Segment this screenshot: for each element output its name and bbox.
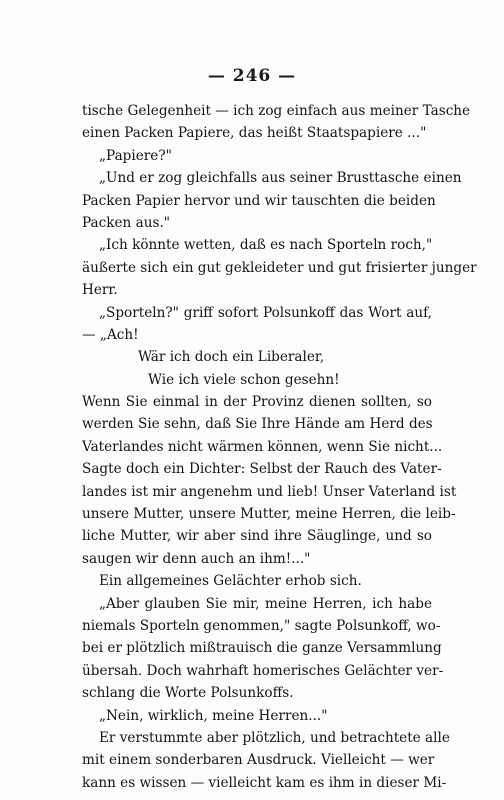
text-line: Er verstummte aber plötzlich, und betrachtete alle — [99, 729, 450, 746]
text-line: schlang die Worte Polsunkoffs. — [82, 685, 294, 702]
verse-line: Wie ich viele schon gesehn! — [148, 371, 340, 388]
text-line: — „Ach! — [82, 326, 139, 343]
text-line: „Papiere?" — [99, 147, 172, 164]
text-line: Packen Papier hervor und wir tauschten die beiden — [82, 192, 436, 209]
body-text — [82, 100, 477, 794]
text-line: „Ich könnte wetten, daß es nach Sporteln roch," — [99, 237, 433, 254]
text-line: übersah. Doch wahrhaft homerisches Gelächter ver- — [82, 662, 444, 679]
page-number: — 246 — — [207, 66, 297, 86]
text-line: saugen wir denn auch an ihm!..." — [82, 550, 311, 567]
text-line: äußerte sich ein gut gekleideter und gut frisierter junger — [82, 259, 477, 276]
text-line: „Sporteln?" griff sofort Polsunkoff das Wort auf, — [99, 304, 432, 321]
text-line: „Aber glauben Sie mir, meine Herren, ich habe — [99, 595, 432, 612]
text-line: Packen aus." — [82, 214, 171, 231]
text-line: mit einem sonderbaren Ausdruck. Vielleicht — wer — [82, 752, 435, 769]
text-line: niemals Sporteln genommen," sagte Polsunkoff, wo- — [82, 617, 441, 634]
text-line: liche Mutter, wir aber sind ihre Säuglinge, und so — [82, 528, 432, 545]
text-line: „Und er zog gleichfalls aus seiner Brusttasche einen — [99, 170, 462, 187]
text-line: tische Gelegenheit — ich zog einfach aus meiner Tasche — [82, 103, 471, 119]
text-line: kann es wissen — vielleicht kam es ihm in dieser Mi- — [82, 774, 447, 791]
text-line: Ein allgemeines Gelächter erhob sich. — [99, 573, 362, 590]
text-line: Herr. — [82, 282, 118, 299]
text-line: bei er plötzlich mißtrauisch die ganze Versammlung — [82, 640, 442, 657]
text-line: einen Packen Papiere, das heißt Staatspapiere ..." — [82, 125, 427, 142]
text-line: unsere Mutter, unsere Mutter, meine Herren, die leib- — [82, 506, 456, 523]
verse-line: Wär ich doch ein Liberaler, — [138, 349, 325, 366]
text-line: Sagte doch ein Dichter: Selbst der Rauch des Vater- — [82, 461, 442, 478]
text-line: „Nein, wirklich, meine Herren..." — [99, 707, 328, 724]
text-line: Wenn Sie einmal in der Provinz dienen sollten, so — [82, 394, 432, 411]
text-line: landes ist mir angenehm und lieb! Unser Vaterland ist — [82, 483, 457, 500]
text-line: werden Sie sehn, daß Sie Ihre Hände am Herd des — [82, 416, 433, 433]
text-line: Vaterlandes nicht wärmen können, wenn Sie nicht... — [82, 438, 443, 455]
